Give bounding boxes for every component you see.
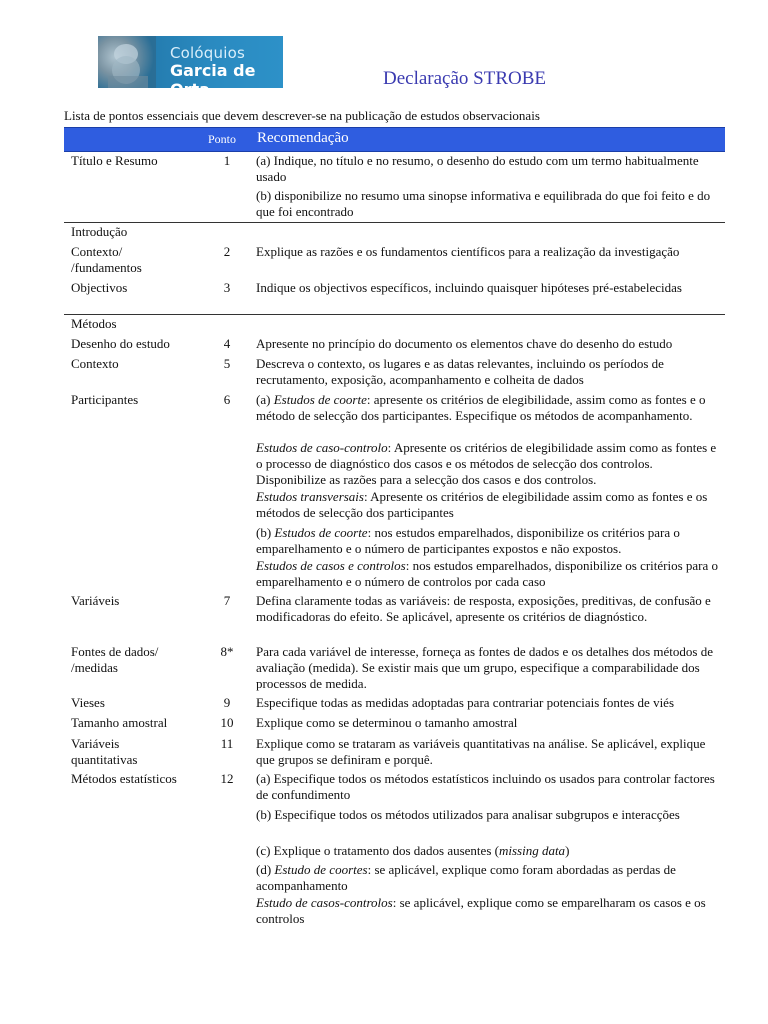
row-text: (b) disponibilize no resumo uma sinopse informativa e equilibrada do que foi feito e do que foi encontrado [256,188,711,219]
section-heading: Métodos [71,316,117,331]
header-recomendacao: Recomendação [257,130,349,146]
row-label: Desenho do estudo [71,336,170,351]
row-text: Explique como se determinou o tamanho amostral [256,715,518,730]
row-text: Estudos transversais: Apresente os critérios de elegibilidade assim como as fontes e os métodos de selecção dos participantes [256,489,708,520]
row-text: Estudos de caso-controlo: Apresente os critérios de elegibilidade assim como as fontes e o processo de diagnóstico dos casos e os métodos de selecção dos controlos. Disponibilize as razões para a selecção dos casos e dos controlos. [256,440,717,487]
divider [64,314,725,315]
row-label: Contexto/ /fundamentos [71,244,142,275]
row-label: Participantes [71,392,139,407]
row-text: (a) Especifique todos os métodos estatísticos incluindo os usados para controlar factores de confundimento [256,771,715,802]
row-label: Variáveis [71,593,120,608]
row-number: 12 [220,771,234,786]
row-number: 9 [223,695,231,710]
row-text: Apresente no princípio do documento os elementos chave do desenho do estudo [256,336,673,351]
subtitle: Lista de pontos essenciais que devem descrever-se na publicação de estudos observacionais [64,108,540,123]
section-heading: Introdução [71,224,128,239]
row-label: Título e Resumo [71,153,158,168]
row-text: (a) Indique, no título e no resumo, o desenho do estudo com um termo habitualmente usado [256,153,699,184]
document-title: Declaração STROBE [383,68,547,89]
row-text: Especifique todas as medidas adoptadas para contrariar potenciais fontes de viés [256,695,675,710]
portrait-icon [98,36,156,88]
row-number: 2 [223,244,231,259]
row-text: Explique como se trataram as variáveis quantitativas na análise. Se aplicável, explique que grupos se definiram e porquê. [256,736,706,767]
row-number: 7 [223,593,231,608]
row-text: (d) Estudo de coortes: se aplicável, explique como foram abordadas as perdas de acompanhamento [256,862,676,893]
row-text: Estudo de casos-controlos: se aplicável, explique como se emparelharam os casos e os controlos [256,895,706,926]
row-number: 8* [220,644,234,659]
row-label: Contexto [71,356,119,371]
row-text: (a) Estudos de coorte: apresente os critérios de elegibilidade, assim como as fontes e o método de selecção dos participantes. Especifique os métodos de acompanhamento. [256,392,706,423]
header-ponto: Ponto [208,132,237,146]
row-label: Fontes de dados/ /medidas [71,644,159,675]
logo-line2: Garcia de Orta [170,61,256,99]
row-label: Variáveis quantitativas [71,736,138,767]
row-text: Para cada variável de interesse, forneça as fontes de dados e os detalhes dos métodos de avaliação (medida). Se existir mais que um grupo, especifique a comparabilidade dos processos de medida. [256,644,713,691]
logo-line1: Colóquios [170,44,245,62]
divider [64,222,725,223]
row-text: Indique os objectivos específicos, incluindo quaisquer hipóteses pré-estabelecidas [256,280,682,295]
row-text: Estudos de casos e controlos: nos estudos emparelhados, disponibilize os critérios para o emparelhamento e o número de controlos por cada caso [256,558,719,589]
row-text: Descreva o contexto, os lugares e as datas relevantes, incluindo os períodos de recrutamento, exposição, acompanhamento e colheita de dados [256,356,664,387]
row-text: Defina claramente todas as variáveis: de resposta, exposições, preditivas, de confusão e modificadoras do efeito. Se aplicável, apresente os critérios de diagnóstico. [256,593,711,624]
row-number: 3 [223,280,231,295]
row-label: Vieses [71,695,105,710]
row-text: (c) Explique o tratamento dos dados ausentes (missing data) [256,843,570,858]
row-number: 5 [223,356,231,371]
row-label: Tamanho amostral [71,715,168,730]
row-number: 11 [220,736,234,751]
row-text: (b) Estudos de coorte: nos estudos emparelhados, disponibilize os critérios para o emparelhamento e o número de participantes expostos e não expostos. [256,525,680,556]
row-number: 10 [220,715,234,730]
table-header [64,127,725,152]
row-label: Objectivos [71,280,128,295]
row-number: 1 [223,153,231,168]
logo [98,36,283,99]
row-label: Métodos estatísticos [71,771,177,786]
row-text: (b) Especifique todos os métodos utilizados para analisar subgrupos e interacções [256,807,680,822]
row-text: Explique as razões e os fundamentos científicos para a realização da investigação [256,244,680,259]
row-number: 6 [223,392,231,407]
row-number: 4 [223,336,231,351]
